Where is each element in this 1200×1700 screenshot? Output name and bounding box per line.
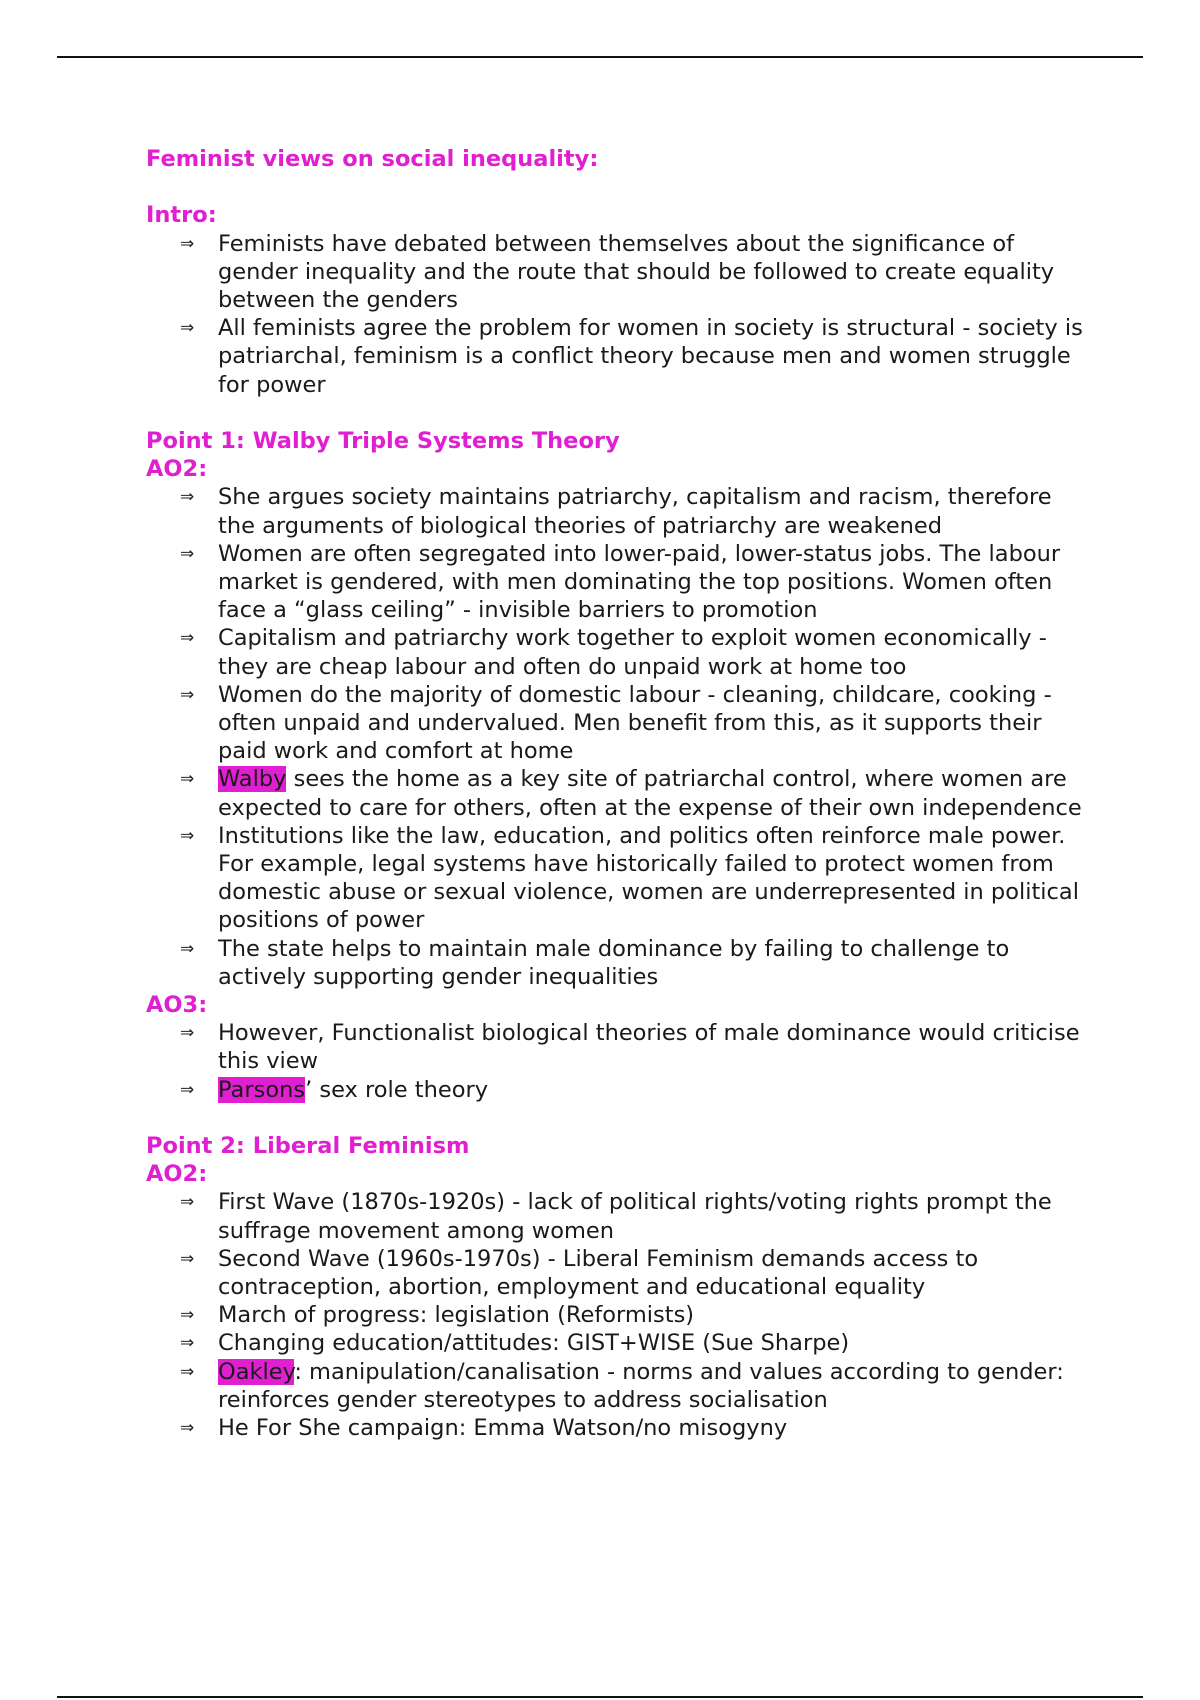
intro-heading: Intro: [146, 202, 217, 229]
bullet-text: Women do the majority of domestic labour - cleaning, childcare, cooking - often unpaid and undervalued. Men benefit from this, as it supports their paid work and comfort at home [218, 681, 1052, 765]
bullet-text: Feminists have debated between themselves about the significance of gender inequality and the route that should be followed to create equality between the genders [218, 230, 1055, 313]
point2-ao2-label: AO2: [146, 1161, 208, 1188]
list-item [146, 230, 1086, 315]
arrow-icon: ⇒ [180, 318, 195, 339]
bottom-rule [57, 1696, 1143, 1698]
bullet-text: All feminists agree the problem for women in society is structural - society is patriarchal, feminism is a conflict theory because men and women struggle for power [218, 315, 1083, 398]
bullet-text: Women are often segregated into lower-paid, lower-status jobs. The labour market is gendered, with men dominating the top positions. Women often face a “glass ceiling” - invisible barriers to promotion [218, 540, 1061, 624]
bullet-text: : manipulation/canalisation - norms and values according to gender: reinforces gender stereotypes to address socialisation [218, 1358, 1064, 1413]
list-item [146, 1329, 1086, 1357]
arrow-icon: ⇒ [180, 543, 195, 564]
list-item [146, 1076, 1086, 1104]
point1-ao3-bullet-list [146, 1019, 1086, 1104]
list-item [146, 314, 1086, 399]
highlighted-name-parsons: Parsons [218, 1076, 306, 1103]
point1-heading: Point 1: Walby Triple Systems Theory [146, 428, 620, 454]
highlighted-name-walby: Walby [218, 766, 287, 793]
bullet-text: The state helps to maintain male dominance by failing to challenge to actively supporting gender inequalities [218, 935, 1010, 990]
bullet-text: Changing education/attitudes: GIST+WISE (Sue Sharpe) [218, 1330, 850, 1357]
spacer [146, 173, 1086, 201]
list-item [146, 765, 1086, 821]
point1-ao3-label: AO3: [146, 992, 208, 1019]
spacer [146, 399, 1086, 427]
arrow-icon: ⇒ [180, 1333, 195, 1354]
arrow-icon: ⇒ [180, 1023, 195, 1044]
document-title: Feminist views on social inequality: [146, 146, 599, 172]
intro-bullet-list [146, 230, 1086, 399]
bullet-text: Second Wave (1960s-1970s) - Liberal Feminism demands access to contraception, abortion, employment and educational equality [218, 1245, 979, 1301]
list-item [146, 1301, 1086, 1329]
arrow-icon: ⇒ [180, 1418, 195, 1439]
list-item [146, 1414, 1086, 1442]
point1-ao2-bullet-list [146, 483, 1086, 991]
spacer [146, 1104, 1086, 1132]
list-item [146, 681, 1086, 766]
arrow-icon: ⇒ [180, 233, 195, 254]
highlighted-name-oakley: Oakley [218, 1358, 295, 1385]
list-item [146, 1019, 1086, 1075]
bullet-text: sees the home as a key site of patriarchal control, where women are expected to care for others, often at the expense of their own independence [218, 766, 1082, 821]
point2-heading: Point 2: Liberal Feminism [146, 1133, 470, 1160]
arrow-icon: ⇒ [180, 628, 195, 649]
arrow-icon: ⇒ [180, 769, 195, 790]
list-item [146, 540, 1086, 625]
point2-ao2-bullet-list [146, 1188, 1086, 1442]
arrow-icon: ⇒ [180, 487, 195, 508]
list-item [146, 1188, 1086, 1244]
bullet-text: She argues society maintains patriarchy, capitalism and racism, therefore the arguments of biological theories of patriarchy are weakened [218, 484, 1052, 539]
bullet-text: March of progress: legislation (Reformists) [218, 1302, 695, 1329]
top-rule [57, 56, 1143, 58]
list-item [146, 483, 1086, 539]
arrow-icon: ⇒ [180, 684, 195, 705]
list-item [146, 822, 1086, 935]
point1-ao2-label: AO2: [146, 456, 208, 483]
list-item [146, 935, 1086, 991]
arrow-icon: ⇒ [180, 825, 195, 846]
list-item [146, 1245, 1086, 1301]
bullet-text: Institutions like the law, education, and politics often reinforce male power. For example, legal systems have historically failed to protect women from domestic abuse or sexual violence, women are underrepresented in political positions of power [218, 822, 1079, 934]
bullet-text: However, Functionalist biological theories of male dominance would criticise this view [218, 1020, 1080, 1075]
bullet-text: ’ sex role theory [305, 1076, 489, 1103]
arrow-icon: ⇒ [180, 1361, 195, 1382]
arrow-icon: ⇒ [180, 1192, 195, 1213]
arrow-icon: ⇒ [180, 938, 195, 959]
list-item [146, 624, 1086, 680]
document-body [146, 145, 1086, 1442]
arrow-icon: ⇒ [180, 1248, 195, 1269]
arrow-icon: ⇒ [180, 1305, 195, 1326]
arrow-icon: ⇒ [180, 1079, 195, 1100]
bullet-text: He For She campaign: Emma Watson/no misogyny [218, 1415, 788, 1442]
bullet-text: Capitalism and patriarchy work together to exploit women economically - they are cheap labour and often do unpaid work at home too [218, 625, 1047, 680]
bullet-text: First Wave (1870s-1920s) - lack of political rights/voting rights prompt the suffrage movement among women [218, 1189, 1052, 1244]
list-item [146, 1358, 1086, 1414]
